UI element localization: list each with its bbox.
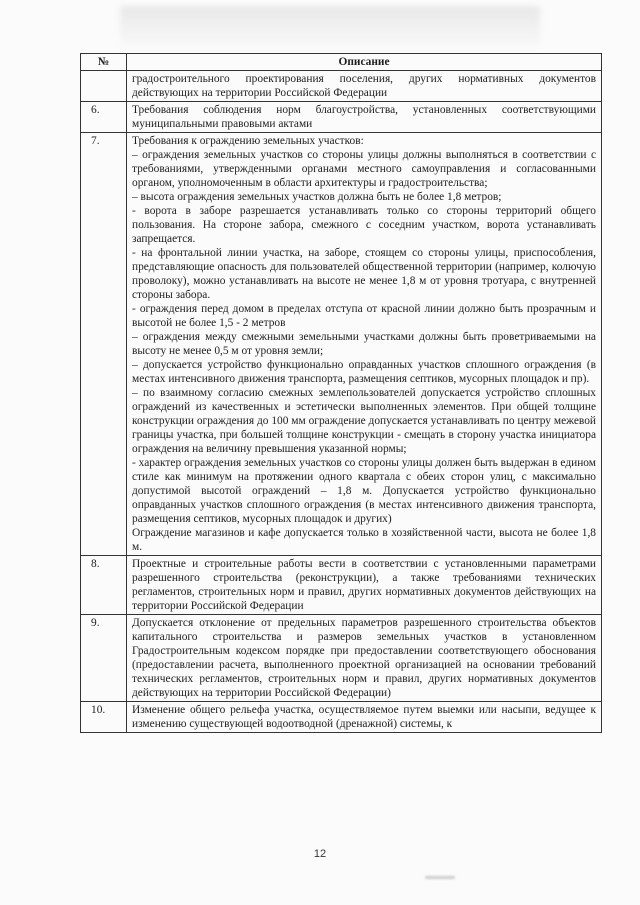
row-number: 10. [81, 702, 127, 733]
description-paragraph: – ограждения между смежными земельными участками должны быть проветриваемыми на высоту не менее 0,5 м от уровня земли; [132, 331, 596, 357]
row-number [81, 71, 127, 102]
row-number: 6. [81, 102, 127, 133]
table-row [81, 71, 602, 102]
description-paragraph: - ворота в заборе разрешается устанавливать только со стороны территорий общего пользования. На стороне забора, смежного с соседним участком, ворота устанавливать запрещается. [132, 205, 596, 245]
row-description [127, 133, 602, 556]
header-number: № [81, 54, 127, 71]
table-body [81, 71, 602, 733]
description-paragraph: - характер ограждения земельных участков со стороны улицы должен быть выдержан в едином стиле как минимум на протяжении одного квартала с обеих сторон улиц, с максимально допустимой высотой ограждений – 1,8 м. Допускается устройство функционально оправданных участков сплошного ограждения (в местах интенсивного движения транспорта, размещения септиков, мусорных площадок и других) [132, 457, 596, 525]
row-description [127, 702, 602, 733]
row-number: 7. [81, 133, 127, 556]
table-row [81, 556, 602, 615]
description-paragraph: – по взаимному согласию смежных землепользователей допускается устройство сплошных ограждений из качественных и эстетически выполненных элементов. При общей толщине конструкции ограждения до 100 мм ограждение допускается устанавливать по центру межевой границы участка, при большей толщине конструкции - смещать в сторону участка инициатора ограждения на величину превышения указанной нормы; [132, 387, 596, 455]
table-row [81, 102, 602, 133]
row-description [127, 71, 602, 102]
header-description: Описание [127, 54, 602, 71]
table-row [81, 702, 602, 733]
table-row [81, 133, 602, 556]
description-paragraph: Требования соблюдения норм благоустройства, установленных соответствующими муниципальными правовыми актами [132, 104, 596, 130]
page-number: 12 [313, 848, 327, 860]
description-paragraph: Требования к ограждению земельных участков: [132, 135, 364, 147]
description-paragraph: - на фронтальной линии участка, на заборе, стоящем со стороны улицы, приспособления, представляющие опасность для пользователей общественной территории (например, колючую проволоку), можно устанавливать на высоте не менее 1,8 м от уровня тротуара, с внутренней стороны забора. [132, 247, 596, 301]
row-number: 8. [81, 556, 127, 615]
description-paragraph: – допускается устройство функционально оправданных участков сплошного ограждения (в местах интенсивного движения транспорта, размещения септиков, мусорных площадок и пр). [132, 359, 596, 385]
requirements-table [80, 53, 602, 733]
description-paragraph: Проектные и строительные работы вести в соответствии с установленными параметрами разрешенного строительства (реконструкции), а также требованиями технических регламентов, строительных норм и правил, других нормативных документов действующих на территории Российской Федерации [132, 558, 596, 612]
description-paragraph: – ограждения земельных участков со стороны улицы должны выполняться в соответствии с требованиями, утвержденными органами местного самоуправления и согласованными органом, уполномоченным в области архитектуры и градостроительства; [132, 149, 596, 189]
row-description [127, 102, 602, 133]
table-header-row [81, 54, 602, 71]
description-paragraph: Ограждение магазинов и кафе допускается только в хозяйственной части, высота не более 1,8 м. [132, 527, 596, 553]
row-number: 9. [81, 615, 127, 702]
description-paragraph: – высота ограждения земельных участков должна быть не более 1,8 метров; [132, 191, 502, 203]
table-row [81, 615, 602, 702]
row-description [127, 556, 602, 615]
row-description [127, 615, 602, 702]
description-paragraph: - ограждения перед домом в пределах отступа от красной линии должно быть прозрачным и высотой не более 1,5 - 2 метров [132, 303, 596, 329]
description-paragraph: Допускается отклонение от предельных параметров разрешенного строительства объектов капитального строительства и размеров земельных участков в установленном Градостроительным кодексом порядке при предоставлении соответствующего обоснования (предоставлении расчета, выполненного проектной организацией на основании требований технических регламентов, строительных норм и правил, других нормативных документов действующих на территории Российской Федерации) [132, 617, 596, 699]
scan-artifact [120, 6, 540, 46]
scan-artifact [425, 876, 455, 879]
description-paragraph: градостроительного проектирования поселения, других нормативных документов действующих на территории Российской Федерации [132, 73, 596, 99]
description-paragraph: Изменение общего рельефа участка, осуществляемое путем выемки или насыпи, ведущее к изменению существующей водоотводной (дренажной) системы, к [132, 704, 596, 730]
